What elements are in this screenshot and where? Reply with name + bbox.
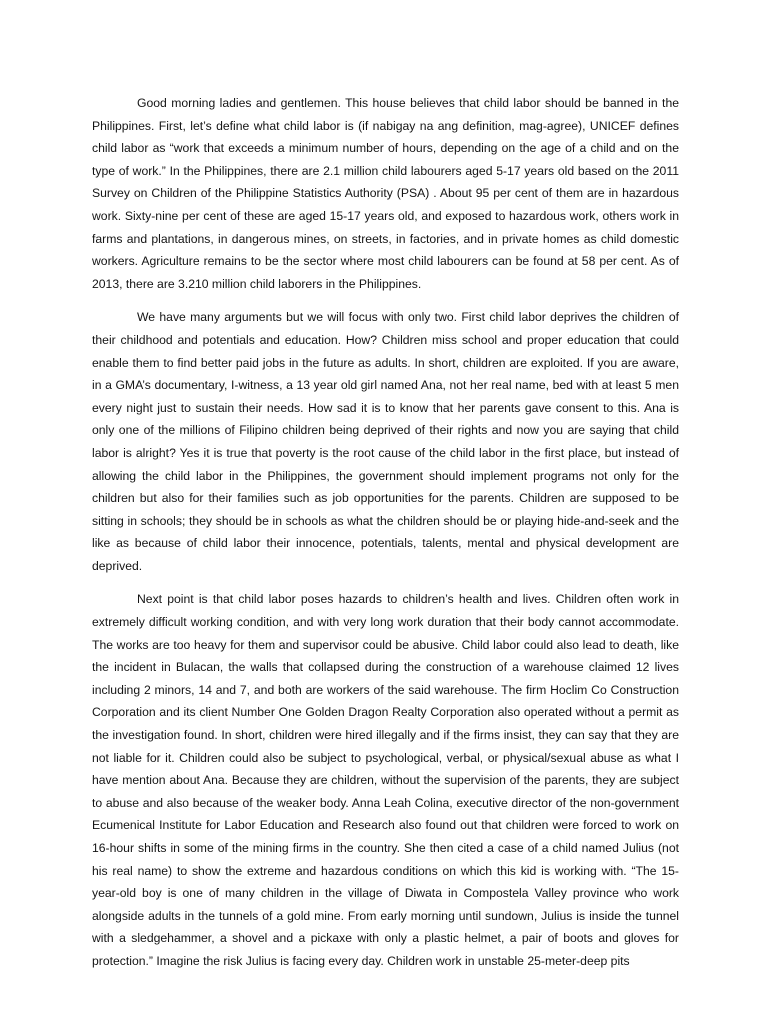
document-page [92, 92, 679, 984]
paragraph-second-argument: Next point is that child labor poses hazards to children’s health and lives. Children often work in extremely difficult working condition, and with very long work duration that their body cannot accommodate. The works are too heavy for them and supervisor could be abusive. Child labor could also lead to death, like the incident in Bulacan, the walls that collapsed during the construction of a warehouse claimed 12 lives including 2 minors, 14 and 7, and both are workers of the said warehouse. The firm Hoclim Co Construction Corporation and its client Number One Golden Dragon Realty Corporation also operated without a permit as the investigation found. In short, children were hired illegally and if the firms insist, they can say that they are not liable for it. Children could also be subject to psychological, verbal, or physical/sexual abuse as what I have mention about Ana. Because they are children, without the supervision of the parents, they are subject to abuse and also because of the weaker body. Anna Leah Colina, executive director of the non-government Ecumenical Institute for Labor Education and Research also found out that children were forced to work on 16-hour shifts in some of the mining firms in the country. She then cited a case of a child named Julius (not his real name) to show the extreme and hazardous conditions on which this kid is working with. “The 15-year-old boy is one of many children in the village of Diwata in Compostela Valley province who work alongside adults in the tunnels of a gold mine. From early morning until sundown, Julius is inside the tunnel with a sledgehammer, a shovel and a pickaxe with only a plastic helmet, a pair of boots and gloves for protection.” Imagine the risk Julius is facing every day. Children work in unstable 25-meter-deep pits [92, 592, 679, 968]
paragraph-intro: Good morning ladies and gentlemen. This house believes that child labor should be banned in the Philippines. First, let’s define what child labor is (if nabigay na ang definition, mag-agree), UNICEF defines child labor as “work that exceeds a minimum number of hours, depending on the age of a child and on the type of work.” In the Philippines, there are 2.1 million child labourers aged 5-17 years old based on the 2011 Survey on Children of the Philippine Statistics Authority (PSA) . About 95 per cent of them are in hazardous work. Sixty-nine per cent of these are aged 15-17 years old, and exposed to hazardous work, others work in farms and plantations, in dangerous mines, on streets, in factories, and in private homes as child domestic workers. Agriculture remains to be the sector where most child labourers can be found at 58 per cent. As of 2013, there are 3.210 million child laborers in the Philippines. [92, 96, 679, 291]
paragraph-first-argument: We have many arguments but we will focus with only two. First child labor deprives the children of their childhood and potentials and education. How? Children miss school and proper education that could enable them to find better paid jobs in the future as adults. In short, children are exploited. If you are aware, in a GMA’s documentary, I-witness, a 13 year old girl named Ana, not her real name, bed with at least 5 men every night just to sustain their needs. How sad it is to know that her parents gave consent to this. Ana is only one of the millions of Filipino children being deprived of their rights and now you are saying that child labor is alright? Yes it is true that poverty is the root cause of the child labor in the first place, but instead of allowing the child labor in the Philippines, the government should implement programs not only for the children but also for their families such as job opportunities for the parents. Children are supposed to be sitting in schools; they should be in schools as what the children should be or playing hide-and-seek and the like as because of child labor their innocence, potentials, talents, mental and physical development are deprived. [92, 310, 679, 573]
